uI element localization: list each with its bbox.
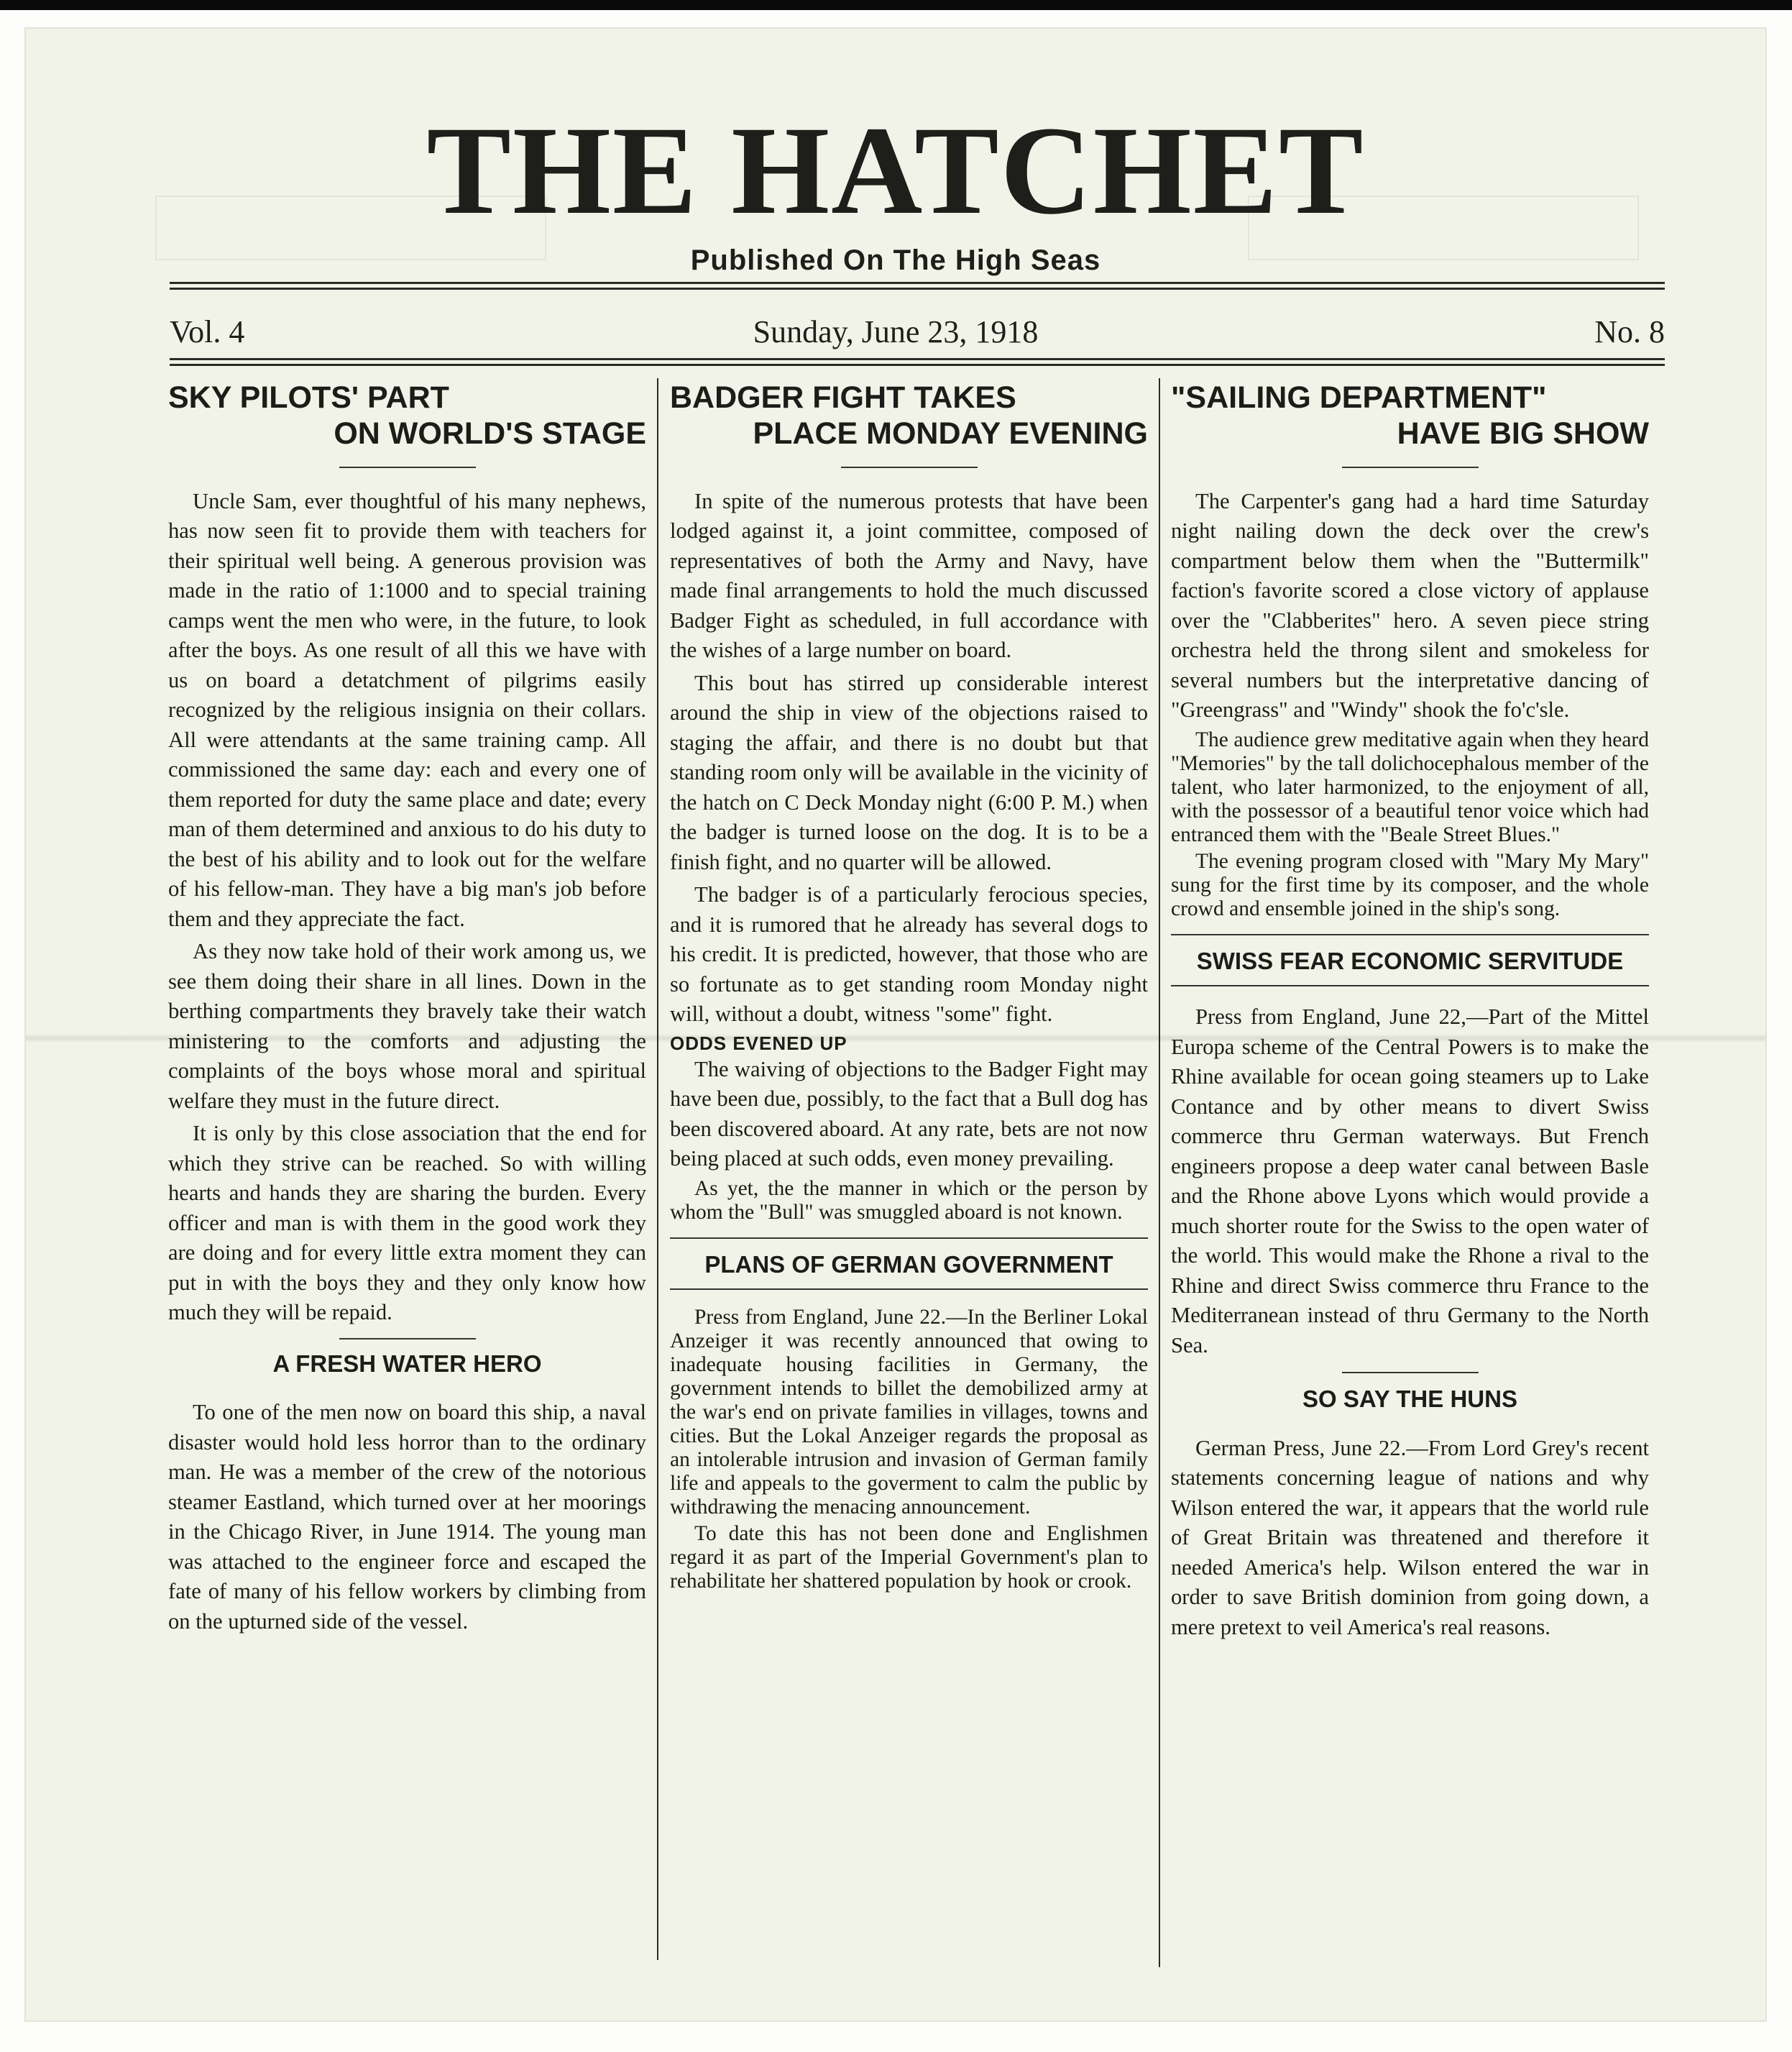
article-paragraph: Press from England, June 22.—In the Berliner Lokal Anzeiger it was recently announced that owing to inadequate housing facilities in Germany, the government intends to billet the demobilized army at the war's end on private families in villages, towns and cities. But the Lokal Anzeiger regards the proposal as an intolerable intrusion and invasion of German family life and appeals to the goverment to calm the public by withdrawing the menacing announcement. (670, 1306, 1148, 1519)
column-3 (1171, 380, 1649, 1645)
article-paragraph: To one of the men now on board this ship, a naval disaster would hold less horror than to the ordinary man. He was a member of the crew of the notorious steamer Eastland, which turned over at her moorings in the Chicago River, in June 1914. The young man was attached to the engineer force and escaped the fate of many of his fellow workers by climbing from on the upturned side of the vessel. (168, 1400, 646, 1634)
dateline-rule-2 (170, 364, 1665, 366)
article-paragraph: Press from England, June 22,—Part of the Mittel Europa scheme of the Central Powers is to make the Rhine available for ocean going steamers up to Lake Contance and by other means to divert Swiss commerce thru German waterways. But French engineers propose a deep water canal between Basle and the Rhone above Lyons which would provide a much shorter route for the Swiss to the open water of the world. This would make the Rhone a rival to the Rhine and direct Swiss commerce thru France to the Mediterranean instead of thru Germany to the North Sea. (1171, 1004, 1649, 1357)
scan-top-edge (0, 0, 1792, 10)
masthead-rule-top-1 (170, 282, 1665, 284)
column-1 (168, 380, 646, 1639)
masthead-title: THE HATCHET (426, 101, 1365, 241)
sky-pilots-headline (168, 380, 646, 452)
newspaper-page (26, 29, 1765, 2020)
article-paragraph: The waiving of objections to the Badger Fight may have been due, possibly, to the fact that a Bull dog has been discovered aboard. At any rate, bets are not now being placed at such odds, even money prevailing. (670, 1056, 1148, 1171)
headline-line-1: BADGER FIGHT TAKES (670, 380, 1016, 415)
masthead-rule-top-2 (170, 288, 1665, 290)
story-separator-rule (1171, 985, 1649, 986)
article-paragraph: This bout has stirred up considerable interest around the ship in view of the objections raised to staging the affair, and there is no doubt but that standing room only will be available in the vicinity of the hatch on C Deck Monday night (6:00 P. M.) when the badger is turned loose on the dog. It is to be a finish fight, and no quarter will be allowed. (670, 670, 1148, 874)
headline-line-2: PLACE MONDAY EVENING (753, 416, 1148, 452)
column-divider-1 (657, 378, 658, 1960)
headline-line-1: "SAILING DEPARTMENT" (1171, 380, 1547, 415)
headline-line-2: ON WORLD'S STAGE (334, 416, 646, 452)
fresh-water-hero-headline: A FRESH WATER HERO (272, 1350, 542, 1377)
german-government-headline: PLANS OF GERMAN GOVERNMENT (704, 1250, 1113, 1278)
headline-line-2: HAVE BIG SHOW (1397, 416, 1649, 452)
article-paragraph: The Carpenter's gang had a hard time Saturday night nailing down the deck over the crew's compartment below them when the "Buttermilk" faction's favorite scored a close victory of applause over the "Clabberites" hero. A seven piece string orchestra held the throng silent and smokeless for several numbers but the interpretative dancing of "Greengrass" and "Windy" shook the fo'c'sle. (1171, 488, 1649, 723)
article-paragraph: In spite of the numerous protests that have been lodged against it, a joint committee, composed of representatives of both the Army and Navy, have made final arrangements to hold the much discussed Badger Fight as scheduled, in full accordance with the wishes of a large number on board. (670, 488, 1148, 663)
story-separator-rule (339, 1338, 476, 1339)
issue-number: No. 8 (1594, 314, 1665, 349)
odds-evened-up-subhead: ODDS EVENED UP (670, 1032, 847, 1054)
masthead-subtitle: Published On The High Seas (690, 244, 1101, 276)
article-paragraph: The evening program closed with "Mary My Mary" sung for the first time by its composer, and the whole crowd and ensemble joined in the ship's song. (1171, 849, 1649, 920)
swiss-fear-headline: SWISS FEAR ECONOMIC SERVITUDE (1196, 947, 1624, 974)
volume-label: Vol. 4 (170, 314, 245, 349)
headline-line-1: SKY PILOTS' PART (168, 380, 449, 415)
article-paragraph: German Press, June 22.—From Lord Grey's recent statements concerning league of nations and why Wilson entered the war, it appears that the world rule of Great Britain was threatened and therefore it needed America's help. Wilson entered the war in order to save British dominion from going down, a mere pretext to veil America's real reasons. (1171, 1435, 1649, 1639)
headline-rule (1342, 467, 1479, 468)
article-paragraph: It is only by this close association that the end for which they strive can be reached. So with willing hearts and hands they are sharing the burden. Every officer and man is with them in the good work they are doing and for every little extra moment they can put in with the boys they and they only know how much they will be repaid. (168, 1121, 646, 1325)
so-say-the-huns-headline: SO SAY THE HUNS (1302, 1385, 1517, 1413)
headline-rule (841, 467, 978, 468)
article-paragraph: As they now take hold of their work among us, we see them doing their share in all lines. Down in the berthing compartments they bravely take their watch ministering to the comforts and adjusting the complaints of the boys whose moral and spiritual welfare they must in the future direct. (168, 939, 646, 1113)
article-paragraph: As yet, the the manner in which or the person by whom the "Bull" was smuggled aboard is not known. (670, 1176, 1148, 1224)
column-2 (670, 380, 1148, 1596)
badger-fight-headline (670, 380, 1148, 452)
column-divider-2 (1159, 378, 1160, 1967)
story-separator-rule (1342, 1372, 1479, 1373)
story-separator-rule (670, 1237, 1148, 1239)
headline-rule (339, 467, 476, 468)
article-paragraph: The badger is of a particularly ferocious species, and it is rumored that he already has several dogs to his credit. It is predicted, however, that those who are so fortunate as to get standing room Monday night will, without a doubt, witness "some" fight. (670, 882, 1148, 1027)
article-paragraph: To date this has not been done and Englishmen regard it as part of the Imperial Government's plan to rehabilitate her shattered population by hook or crook. (670, 1522, 1148, 1593)
story-separator-rule (670, 1288, 1148, 1290)
issue-date: Sunday, June 23, 1918 (753, 314, 1039, 349)
story-separator-rule (1171, 934, 1649, 935)
dateline-rule-1 (170, 358, 1665, 360)
sailing-department-headline (1171, 380, 1649, 452)
article-paragraph: Uncle Sam, ever thoughtful of his many nephews, has now seen fit to provide them with teachers for their spiritual well being. A generous provision was made in the ratio of 1:1000 and to special training camps went the men who were, in the future, to look after the boys. As one result of all this we have with us on board a detatchment of pilgrims easily recognized by the religious insignia on their collars. All were attendants at the same training camp. All commissioned the same day: each and every one of them reported for duty the same place and date; every man of them determined and anxious to do his duty to the best of his ability and to look out for the welfare of his fellow-man. They have a big man's job before them and they appreciate the fact. (168, 488, 646, 931)
article-paragraph: The audience grew meditative again when they heard "Memories" by the tall dolichocephalous member of the talent, who later harmonized, to the enjoyment of all, with the possessor of a beautiful tenor voice which had entranced them with the "Beale Street Blues." (1171, 728, 1649, 846)
